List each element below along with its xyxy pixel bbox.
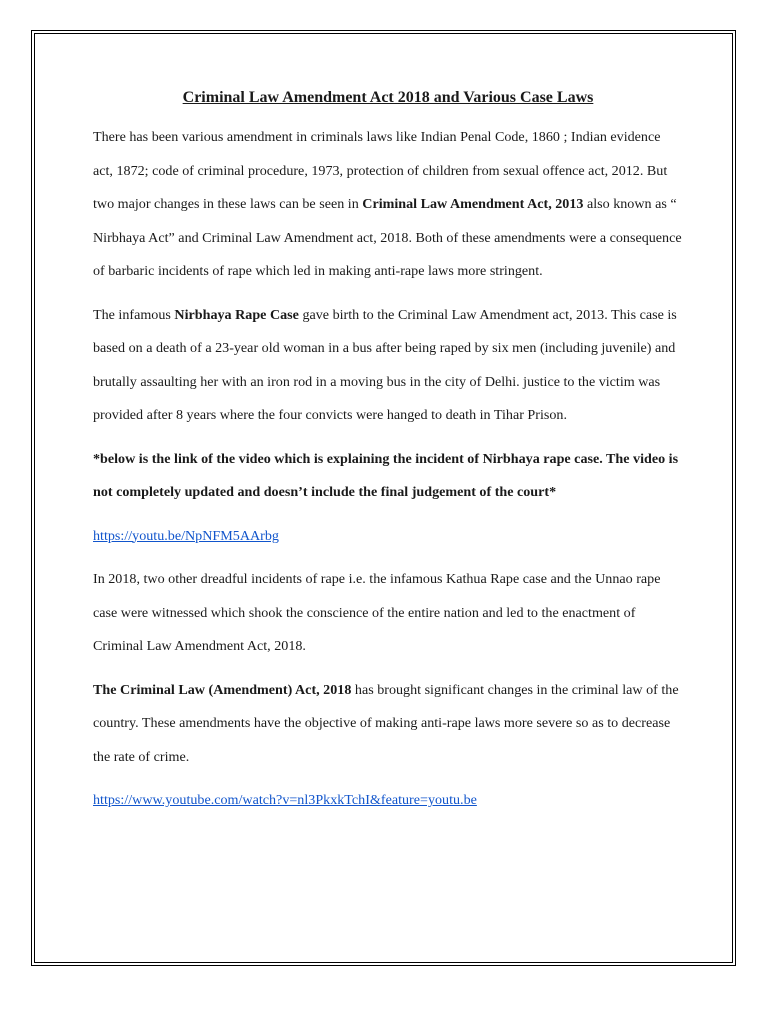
bold-text: The Criminal Law (Amendment) Act, 2018 (93, 681, 352, 698)
paragraph-act-2018 (93, 674, 683, 775)
paragraph-amendments (93, 121, 683, 289)
link-paragraph-1 (93, 520, 683, 554)
video-link-1[interactable]: https://youtu.be/NpNFM5AArbg (93, 527, 279, 544)
paragraph-text: has brought significant changes in the criminal law of the country. These amendments have the objective of making anti-rape laws more severe so as to decrease the rate of crime. (93, 681, 679, 765)
paragraph-2018-incidents: In 2018, two other dreadful incidents of rape i.e. the infamous Kathua Rape case and the Unnao rape case were witnessed which shook the conscience of the entire nation and led to the enactment of Criminal Law Amendment Act, 2018. (93, 571, 661, 654)
bold-text: Nirbhaya Rape Case (174, 306, 299, 323)
video-link-2[interactable]: https://www.youtube.com/watch?v=nl3PkxkTchI&feature=youtu.be (93, 792, 477, 808)
paragraph-nirbhaya (93, 299, 683, 433)
document-body (93, 84, 683, 828)
paragraph-text: gave birth to the Criminal Law Amendment act, 2013. This case is based on a death of a 23-year old woman in a bus after being raped by six men (including juvenile) and brutally assaulting her with an iron rod in a moving bus in the city of Delhi. justice to the victim was provided after 8 years where the four convicts were hanged to death in Tihar Prison. (93, 306, 677, 423)
paragraph-text: The infamous (93, 306, 175, 323)
paragraph-text: also known as “ Nirbhaya Act” and Criminal Law Amendment act, 2018. Both of these amendments were a consequence of barbaric incidents of rape which led in making anti-rape laws more stringent. (93, 196, 682, 279)
bold-text: Criminal Law Amendment Act, 2013 (362, 196, 584, 212)
document-title: Criminal Law Amendment Act 2018 and Various Case Laws (182, 89, 594, 106)
paragraph-video-note: *below is the link of the video which is explaining the incident of Nirbhaya rape case. The video is not completely updated and doesn’t include the final judgement of the court* (93, 450, 679, 500)
link-paragraph-2 (93, 784, 683, 818)
paragraph-text: There has been various amendment in criminals laws like Indian Penal Code, 1860 ; Indian evidence act, 1872; code of criminal procedure, 1973, protection of children from sexual offence act, 2012. But two major changes in these laws can be seen in (93, 129, 668, 212)
